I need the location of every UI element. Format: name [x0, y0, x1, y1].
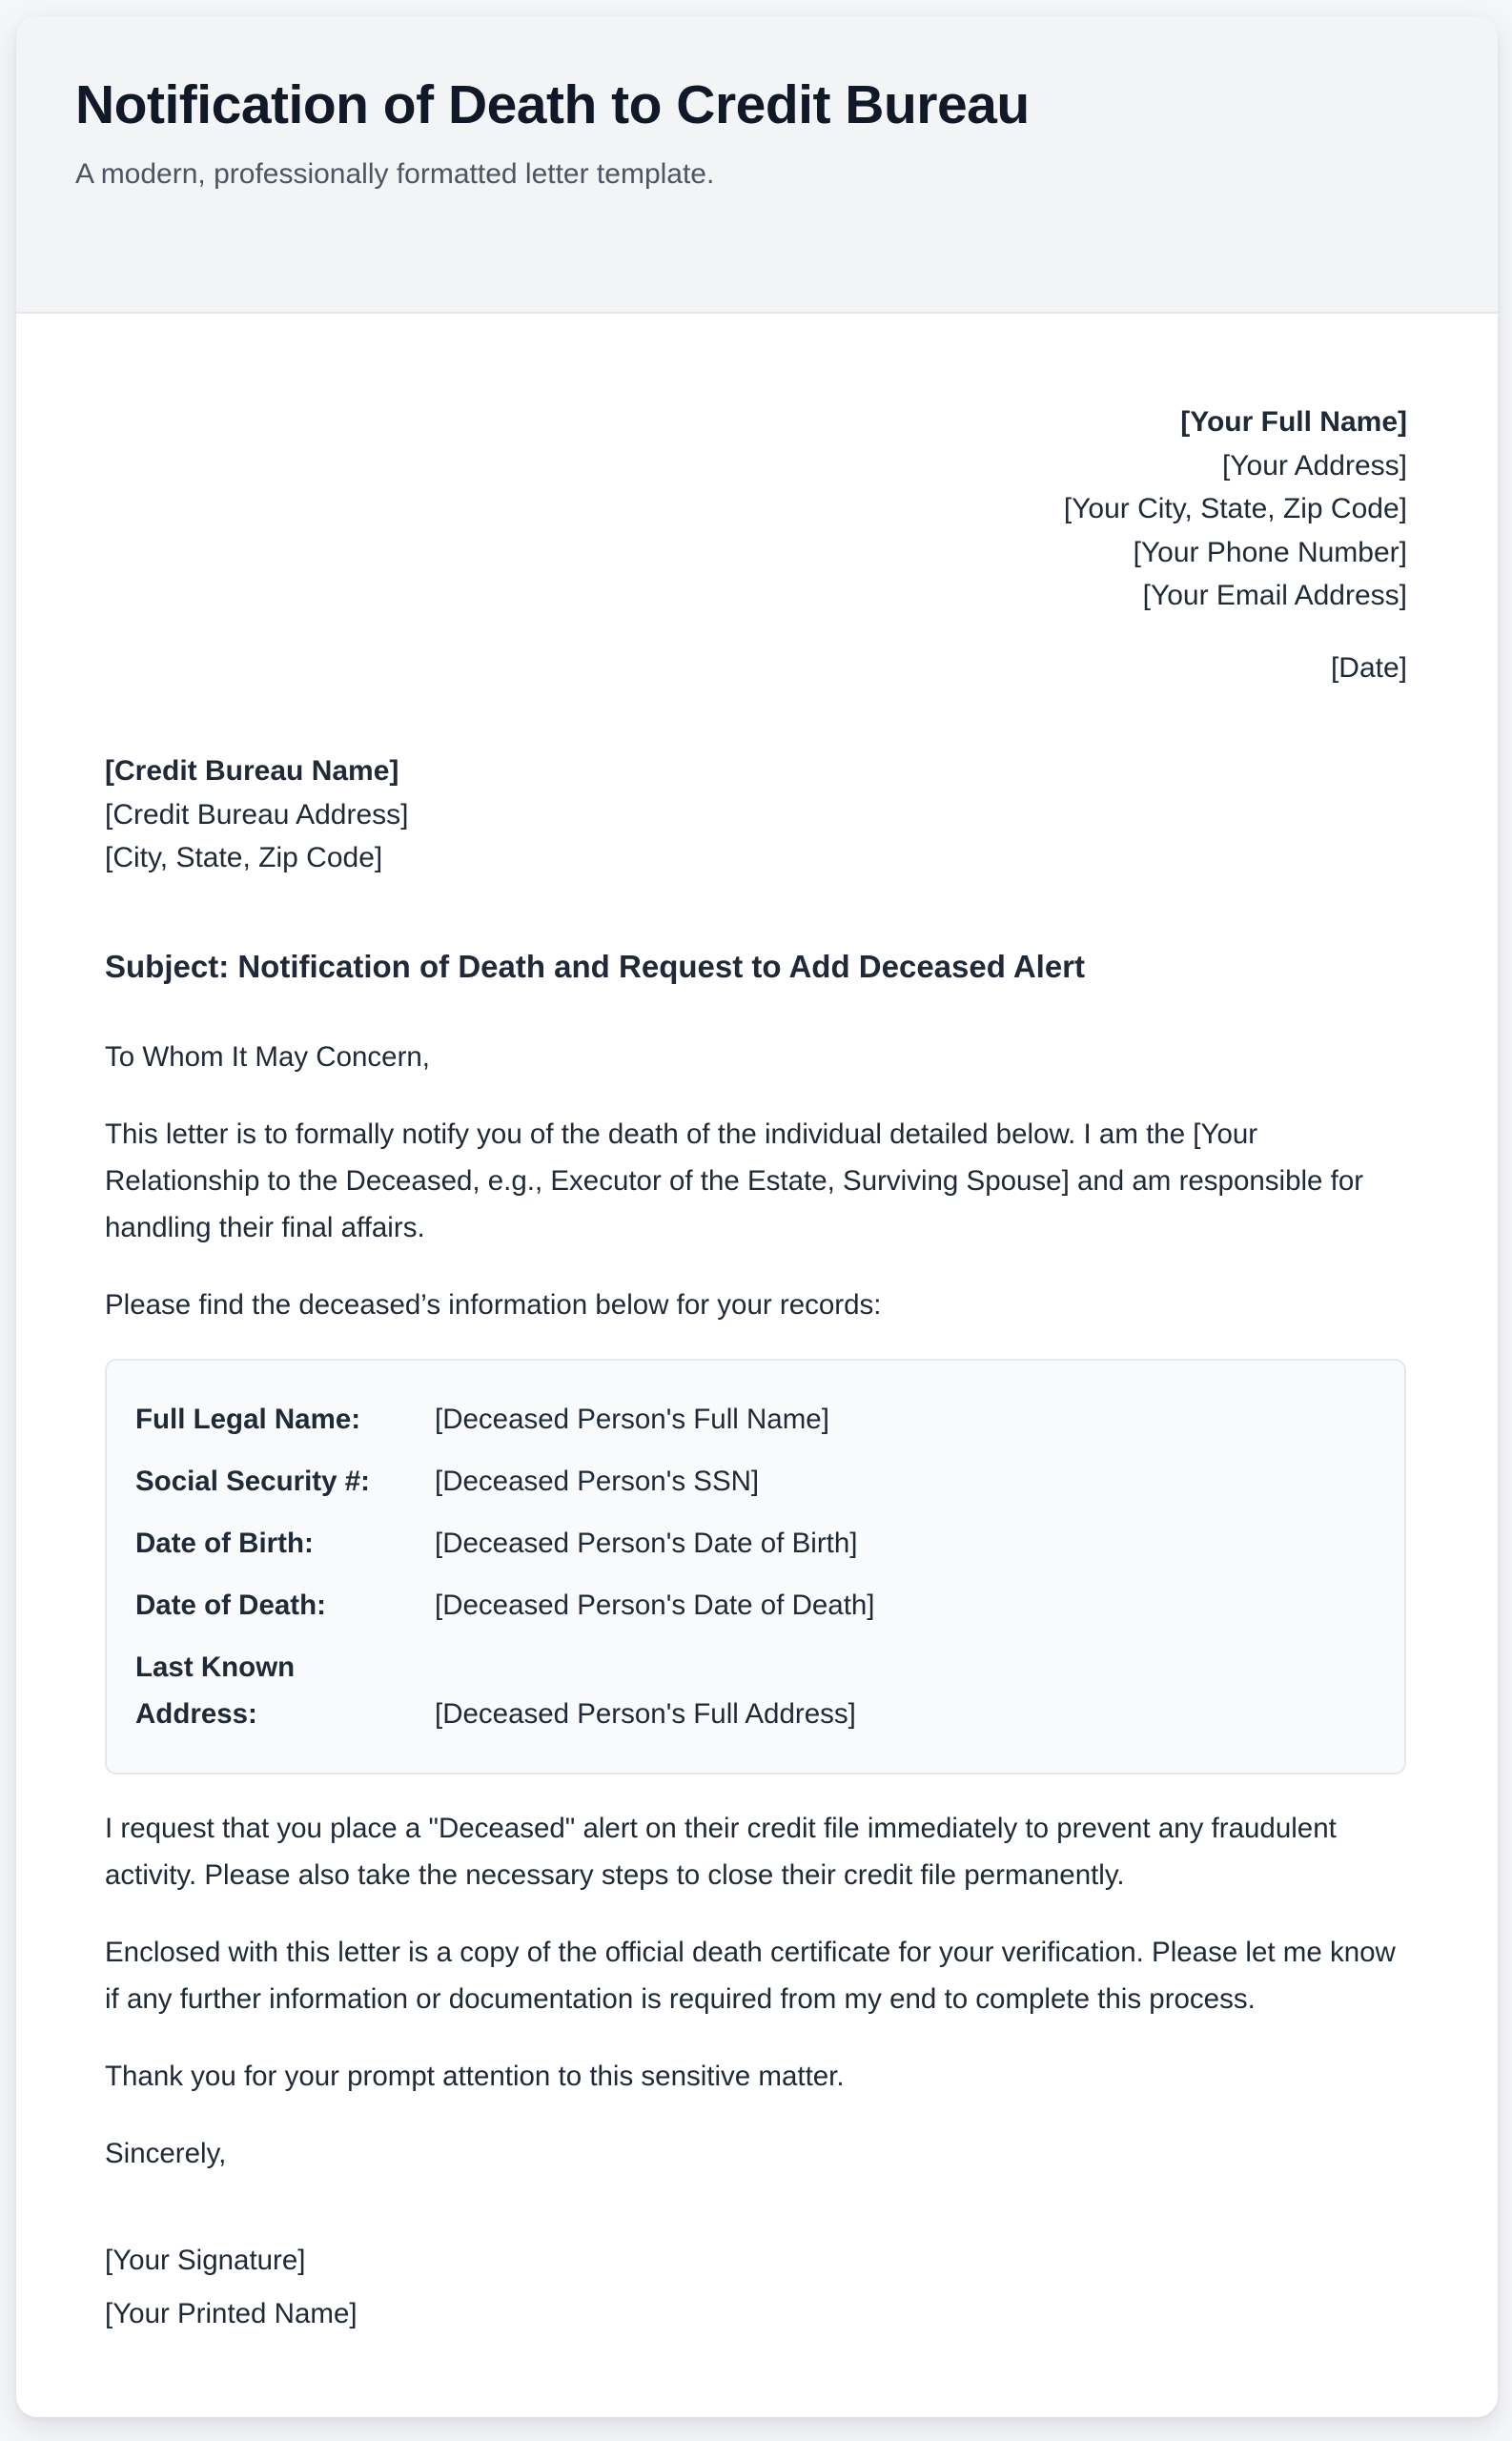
- detail-row-date-of-birth: [135, 1520, 1376, 1567]
- detail-label: Social Security #:: [135, 1465, 370, 1497]
- page-subtitle: A modern, professionally formatted letter template.: [75, 158, 715, 190]
- detail-label: Date of Birth:: [135, 1527, 314, 1559]
- sender-block: [105, 400, 1407, 618]
- recipient-name: [Credit Bureau Name]: [105, 755, 399, 787]
- detail-label: Date of Death:: [135, 1589, 326, 1621]
- detail-value: [Deceased Person's Date of Birth]: [435, 1527, 858, 1559]
- printed-name-placeholder: [Your Printed Name]: [105, 2297, 358, 2329]
- detail-label: Full Legal Name:: [135, 1403, 361, 1435]
- letter-card: [16, 16, 1498, 2417]
- letter-date: [Date]: [1330, 651, 1407, 684]
- recipient-block: [105, 749, 1407, 880]
- letter-body: [16, 314, 1498, 2337]
- sender-full-name: [Your Full Name]: [1180, 406, 1407, 438]
- recipient-city-state-zip: [City, State, Zip Code]: [105, 842, 383, 873]
- detail-row-full-legal-name: [135, 1396, 1376, 1443]
- detail-value: [Deceased Person's Date of Death]: [435, 1589, 875, 1621]
- sender-city-state-zip: [Your City, State, Zip Code]: [1063, 493, 1407, 524]
- detail-row-ssn: [135, 1458, 1376, 1505]
- info-lead-paragraph: Please find the deceased’s information below for your records:: [105, 1288, 882, 1321]
- recipient-address: [Credit Bureau Address]: [105, 798, 409, 831]
- sender-email: [Your Email Address]: [1142, 580, 1407, 611]
- detail-value: [Deceased Person's SSN]: [435, 1465, 760, 1497]
- detail-value: [Deceased Person's Full Name]: [435, 1403, 829, 1435]
- detail-value: [Deceased Person's Full Address]: [435, 1697, 856, 1730]
- detail-row-last-known-address: [135, 1644, 1376, 1737]
- salutation: To Whom It May Concern,: [105, 1040, 430, 1073]
- sender-phone: [Your Phone Number]: [1133, 536, 1407, 568]
- enclosure-paragraph: Enclosed with this letter is a copy of the official death certificate for your verification. Please let me know if any further information or documentation is required from my end to complete this process.: [105, 1936, 1396, 2015]
- thanks-paragraph: Thank you for your prompt attention to this sensitive matter.: [105, 2060, 845, 2092]
- page-title: Notification of Death to Credit Bureau: [75, 74, 1030, 135]
- page-header: [16, 16, 1498, 314]
- valediction: Sincerely,: [105, 2137, 227, 2169]
- detail-row-date-of-death: [135, 1582, 1376, 1629]
- deceased-details-box: [105, 1359, 1406, 1774]
- detail-label: Last Known Address:: [135, 1651, 296, 1730]
- sender-address: [Your Address]: [1221, 449, 1407, 482]
- request-paragraph: I request that you place a "Deceased" alert on their credit file immediately to prevent any fraudulent activity. Please also take the necessary steps to close their credit file permanently.: [105, 1812, 1337, 1891]
- subject-line: Subject: Notification of Death and Request to Add Deceased Alert: [105, 948, 1086, 984]
- signature-placeholder: [Your Signature]: [105, 2244, 306, 2276]
- intro-paragraph: This letter is to formally notify you of the death of the individual detailed below. I am the [Your Relationship to the Deceased, e.g., Executor of the Estate, Surviving Spouse] and am responsible for handling their final affairs.: [105, 1118, 1364, 1243]
